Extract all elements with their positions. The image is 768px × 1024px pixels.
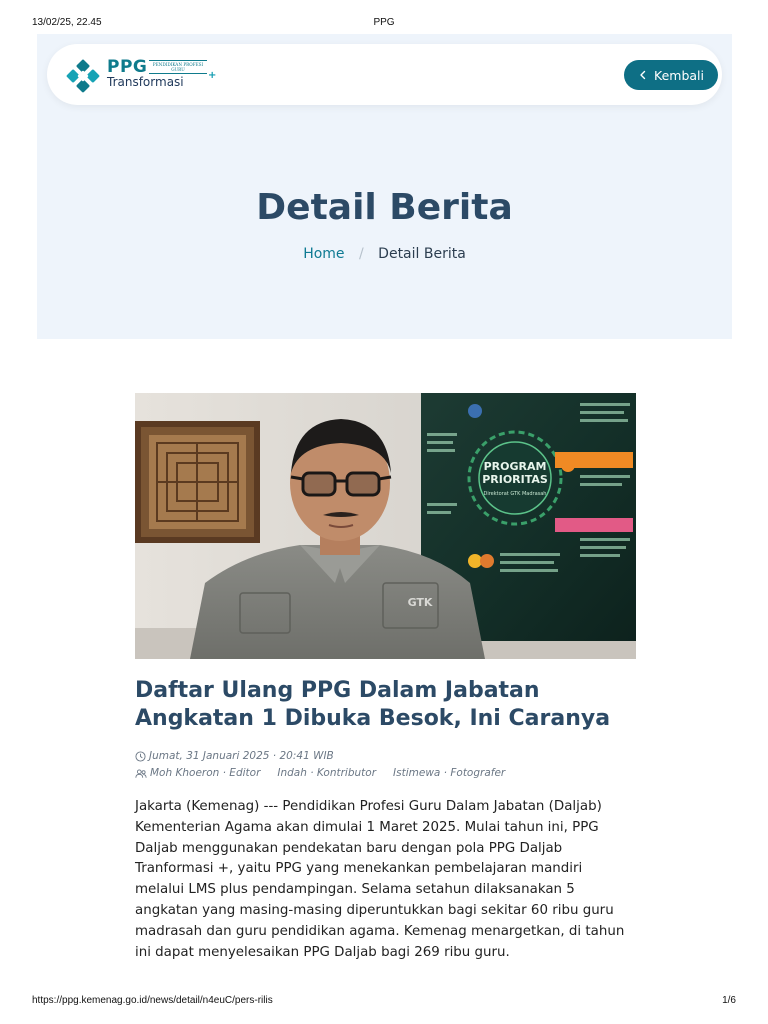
- credit-editor: Moh Khoeron · Editor: [150, 767, 261, 779]
- breadcrumb-home-link[interactable]: Home: [303, 246, 345, 262]
- logo-small-text: PENDIDIKAN PROFESI GURU: [149, 60, 207, 74]
- poster-title-1: PROGRAM: [483, 460, 547, 473]
- chevron-left-icon: [638, 70, 648, 80]
- print-url: https://ppg.kemenag.go.id/news/detail/n4euC/pers-rilis: [32, 995, 273, 1006]
- breadcrumb: [37, 246, 732, 262]
- credit-photographer: Istimewa · Fotografer: [393, 767, 506, 779]
- article-paragraph: Jakarta (Kemenag) --- Pendidikan Profesi Guru Dalam Jabatan (Daljab) Kementerian Agama akan dimulai 1 Maret 2025. Mulai tahun ini, PPG Daljab menggunakan pendekatan baru dengan pola PPG Daljab Tranformasi +, yaitu PPG yang menekankan pembelajaran mandiri melalui LMS plus pendampingan. Selama setahun dilaksanakan 5 angkatan yang masing-masing diperuntukkan bagi sekitar 60 ribu guru madrasah dan guru pendidikan agama. Kemenag menargetkan, di tahun ini dapat menyelesaikan PPG Daljab bagi 269 ribu guru.: [135, 799, 625, 960]
- print-datetime: 13/02/25, 22.45: [32, 17, 102, 28]
- print-page-number: 1/6: [722, 995, 736, 1006]
- people-icon: [135, 768, 147, 779]
- ppg-logo[interactable]: [65, 57, 217, 93]
- breadcrumb-current: Detail Berita: [378, 246, 466, 262]
- breadcrumb-separator: /: [359, 246, 364, 262]
- article-image: [135, 393, 636, 659]
- article-body: [135, 797, 635, 963]
- poster-title-2: PRIORITAS: [482, 473, 548, 486]
- page-title: Detail Berita: [256, 187, 513, 228]
- navbar: [47, 44, 722, 105]
- hero-section: [37, 34, 732, 339]
- shirt-text: GTK: [407, 596, 433, 609]
- clock-icon: [135, 751, 146, 762]
- credit-contributor: Indah · Kontributor: [277, 767, 377, 779]
- print-footer: [0, 992, 768, 1008]
- diamond-logo-icon: [65, 58, 101, 94]
- print-header: [0, 14, 768, 30]
- logo-plus-text: +: [208, 70, 217, 81]
- logo-transformasi-text: Transformasi: [107, 75, 184, 89]
- article-date: [135, 750, 334, 762]
- article-title: Daftar Ulang PPG Dalam Jabatan Angkatan 1 Dibuka Besok, Ini Caranya: [135, 678, 611, 731]
- article-credits: [135, 767, 522, 779]
- article-photo-illustration: [135, 393, 636, 659]
- print-tab-title: PPG: [373, 17, 395, 28]
- article-date-text: Jumat, 31 Januari 2025 · 20:41 WIB: [149, 750, 334, 762]
- poster-sub: Direktorat GTK Madrasah: [483, 491, 547, 497]
- logo-ppg-text: PPG: [107, 57, 148, 77]
- back-button-label: Kembali: [654, 67, 704, 83]
- back-button[interactable]: [624, 60, 718, 90]
